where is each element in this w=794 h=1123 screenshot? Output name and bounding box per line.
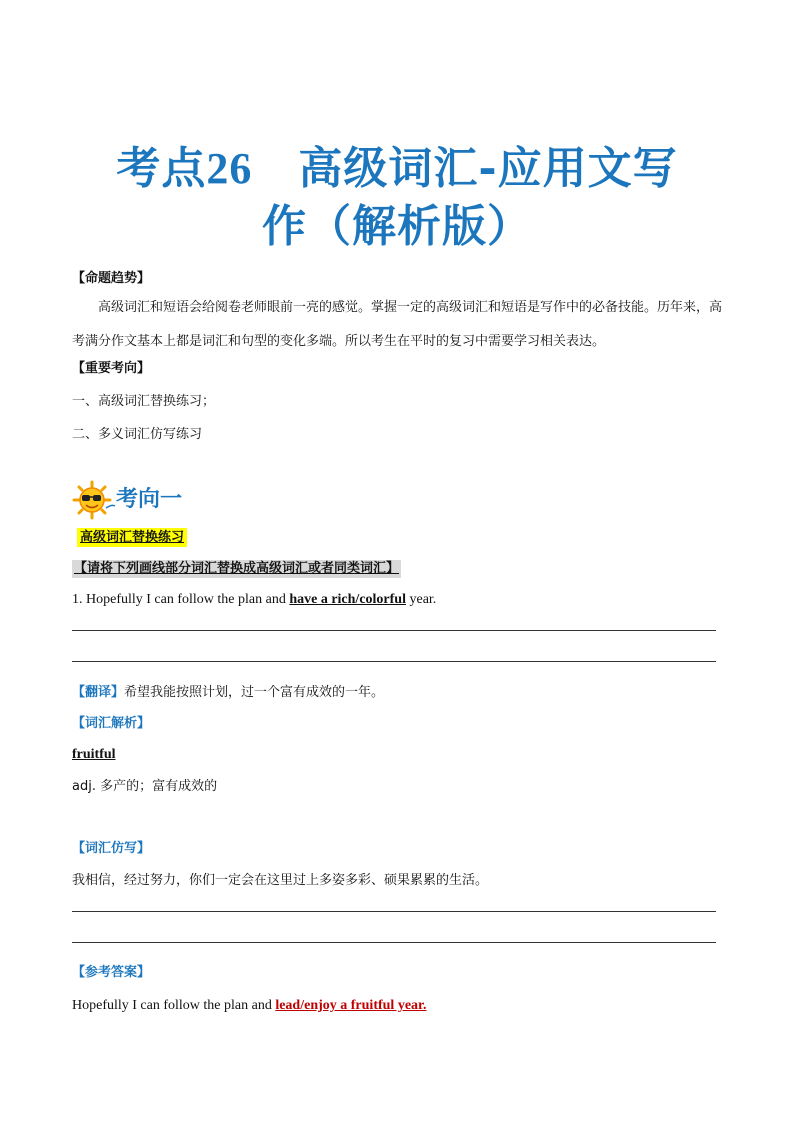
page-title-line-2: 作（解析版） (262, 201, 532, 252)
page-title-line-1 (60, 140, 734, 198)
translation (72, 684, 384, 702)
translation-label: 【翻译】 (72, 685, 125, 700)
title-prefix: 考点 (116, 143, 207, 194)
question-post: year. (405, 592, 437, 607)
question-sentence (72, 591, 436, 609)
title-number: 26 (206, 144, 253, 193)
answer-sentence (72, 997, 426, 1015)
answer-line-1 (72, 630, 716, 631)
focus-label: 【重要考向】 (72, 361, 151, 376)
answer-pre: Hopefully I can follow the plan and (72, 998, 276, 1013)
imitation-label: 【词汇仿写】 (72, 841, 151, 856)
vocab-word: fruitful (72, 747, 116, 762)
question-underlined: have a rich/colorful (289, 592, 406, 607)
focus-item-2: 二、多义词汇仿写练习 (72, 427, 203, 442)
title-rest: 高级词汇-应用文写 (298, 143, 678, 194)
trend-label: 【命题趋势】 (72, 271, 151, 286)
answer-label: 【参考答案】 (72, 965, 151, 980)
imitation-text: 我相信，经过努力，你们一定会在这里过上多姿多彩、硕果累累的生活。 (72, 873, 489, 888)
answer-highlight: lead/enjoy a fruitful year. (275, 998, 427, 1013)
answer-line-2 (72, 661, 716, 662)
trend-paragraph: 高级词汇和短语会给阅卷老师眼前一亮的感觉。掌握一定的高级词汇和短语是写作中的必备技能。历年来，高考满分作文基本上都是词汇和句型的变化多端。所以考生在平时的复习中需要学习相关表达。 (72, 300, 723, 349)
section-heading: 考向一 (116, 486, 183, 512)
question-pre: 1. Hopefully I can follow the plan and (72, 592, 290, 607)
answer-line-4 (72, 942, 716, 943)
vocab-label: 【词汇解析】 (72, 716, 151, 731)
vocab-definition: adj. 多产的；富有成效的 (72, 779, 218, 794)
sun-sunglasses-icon (72, 480, 116, 520)
focus-item-1: 一、高级词汇替换练习； (72, 394, 216, 409)
instruction-text: 【请将下列画线部分词汇替换成高级词汇或者同类词汇】 (74, 561, 400, 576)
translation-text: 希望我能按照计划，过一个富有成效的一年。 (124, 685, 385, 700)
section-tag: 高级词汇替换练习 (77, 528, 187, 547)
answer-line-3 (72, 911, 716, 912)
